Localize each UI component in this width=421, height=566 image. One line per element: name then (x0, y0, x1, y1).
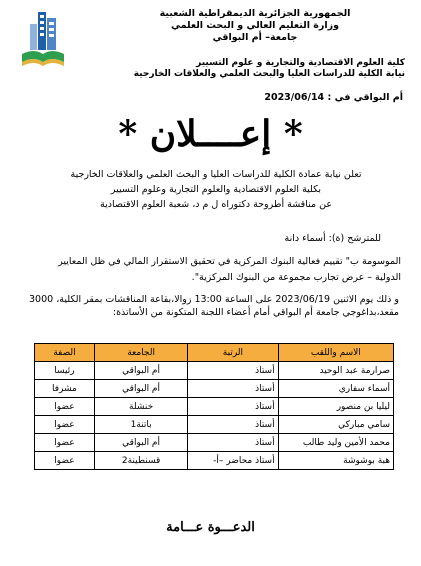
member-name: صرارمة عبد الوحيد (278, 362, 393, 380)
header-line: الجمهورية الجزائرية الديمقراطية الشعبية (159, 8, 351, 19)
committee-table (34, 343, 394, 470)
member-role: عضوا (35, 398, 95, 416)
member-rank: أستاذ (188, 362, 278, 380)
schedule-line: و ذلك يوم الاثنين 2023/06/19 على الساعة 13:00 زوالا،بقاعة المناقشات بمقر الكلية، 3000 (29, 294, 399, 305)
date-line: أم البواقي في : 2023/06/14 (264, 92, 403, 103)
schedule-text (0, 293, 399, 319)
member-role: عضوا (35, 452, 95, 470)
member-university: خنشلة (94, 398, 187, 416)
body-line: بكلية العلوم الاقتصادية والعلوم التجارية وعلوم التسيير (110, 184, 322, 195)
announcement-body (26, 167, 406, 212)
member-university: أم البواقي (94, 434, 187, 452)
header-university: الجامعة (94, 344, 187, 362)
member-name: سامي مباركي (278, 416, 393, 434)
body-line: عن مناقشة أطروحة دكتوراه ل م د، شعبة العلوم الاقتصادية (100, 199, 332, 210)
member-name: محمد الأمين وليد طالب (278, 434, 393, 452)
member-name: ليليا بن منصور (278, 398, 393, 416)
header-faculty (95, 58, 405, 80)
table-row (35, 398, 394, 416)
faculty-line: نيابة الكلية للدراسات العليا والبحث العلمي والعلاقات الخارجية (133, 69, 405, 79)
member-role: رئيسا (35, 362, 95, 380)
table-row (35, 362, 394, 380)
member-rank: أستاذ محاضر –أ- (188, 452, 278, 470)
member-university: أم البواقي (94, 380, 187, 398)
header-line: وزارة التعليم العالي و البحث العلمي (171, 20, 339, 31)
header-role: الصفة (35, 344, 95, 362)
announcement-title: * إعــــلان * (118, 113, 303, 155)
member-name: هبة بوشوشة (278, 452, 393, 470)
candidate-line: للمترشح (ة): أسماء دانة (284, 233, 381, 244)
header-name: الاسم واللقب (278, 344, 393, 362)
member-rank: أستاذ (188, 416, 278, 434)
member-rank: أستاذ (188, 398, 278, 416)
thesis-topic (1, 254, 401, 286)
header-rank: الرتبة (188, 344, 278, 362)
member-name: أسماء سفاري (278, 380, 393, 398)
member-rank: أستاذ (188, 380, 278, 398)
footer-invitation: الدعـــوة عـــامة (166, 520, 255, 535)
university-logo (18, 10, 68, 72)
topic-line: الدولية – عرض تجارب مجموعة من البنوك المركزية". (191, 272, 401, 283)
header-ministry (105, 8, 405, 44)
table-header-row (35, 344, 394, 362)
member-university: أم البواقي (94, 362, 187, 380)
topic-line: الموسومة ب" تقييم فعالية البنوك المركزية في تحقيق الاستقرار المالي في ظل المعايير (58, 256, 401, 267)
member-role: عضوا (35, 416, 95, 434)
member-university: باتنة1 (94, 416, 187, 434)
member-role: عضوا (35, 434, 95, 452)
faculty-line: كلية العلوم الاقتصادية والتجارية و علوم التسيير (196, 58, 405, 68)
table-row (35, 452, 394, 470)
table-row (35, 434, 394, 452)
header-line: جامعة– أم البواقي (212, 32, 298, 43)
member-rank: أستاذ (188, 434, 278, 452)
table-row (35, 380, 394, 398)
member-university: قسنطينة2 (94, 452, 187, 470)
member-role: مشرفا (35, 380, 95, 398)
schedule-line: مقعد،بداغوجي جامعة أم البواقي أمام أعضاء اللجنة المتكونة من الأساتذة: (112, 307, 399, 318)
body-line: تعلن نيابة عمادة الكلية للدراسات العليا و البحث العلمي والعلاقات الخارجية (70, 169, 362, 180)
table-row (35, 416, 394, 434)
